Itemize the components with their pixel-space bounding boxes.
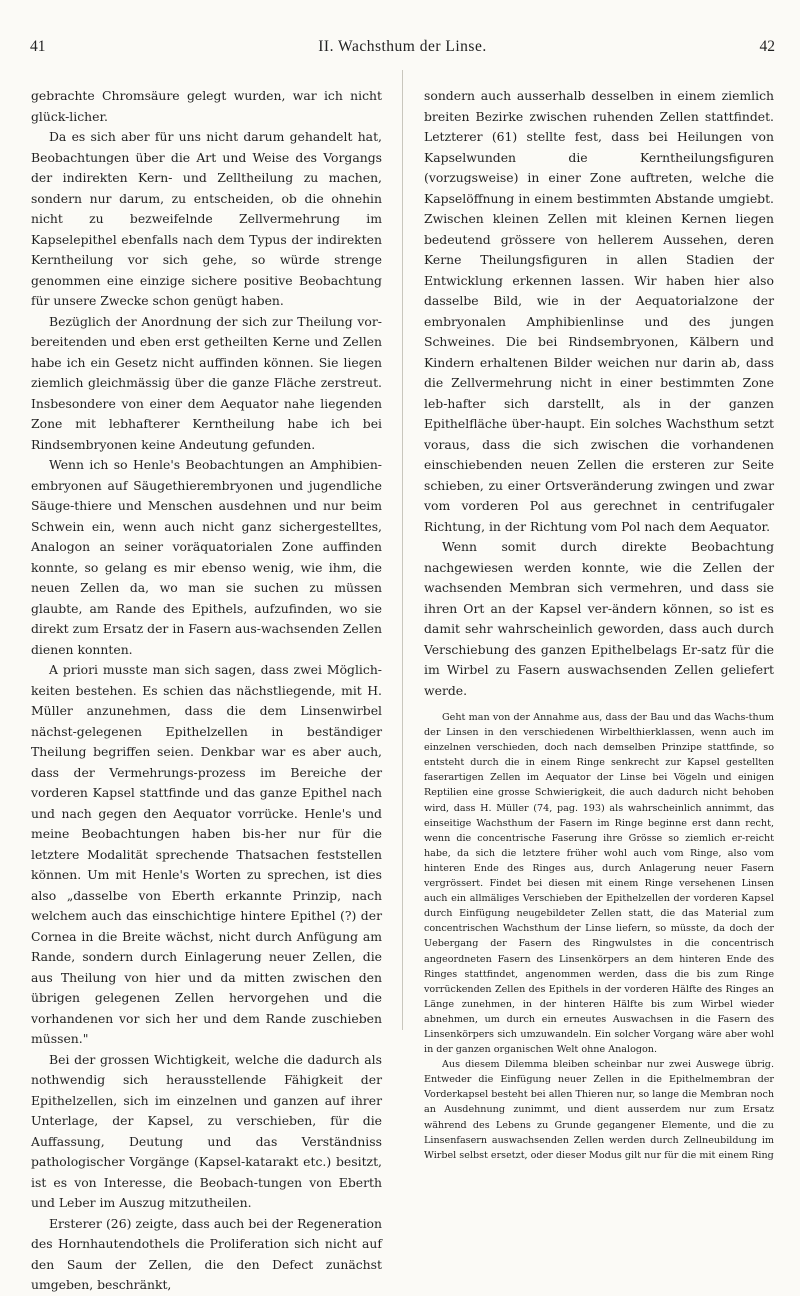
running-title: II. Wachsthum der Linse.: [318, 38, 487, 55]
left-column: [31, 86, 382, 1296]
paragraph: Wenn ich so Henle's Beobachtungen an Amphibien-embryonen auf Säugethierembryonen und jugendliche Säuge-thiere und Menschen ausdehnen und nur beim Schwein ein, wenn auch nicht ganz sichergestelltes, Analogon an seiner voräquatorialen Zone auffinden konnte, so gelang es mir ebenso wenig, wie ihm, die neuen Zellen da, wo man sie suchen zu müssen glaubte, am Rande des Epithels, aufzufinden, wo sie direkt zum Ersatz der in Fasern aus-wachsenden Zellen dienen konnten.: [31, 457, 382, 657]
right-column: [424, 86, 774, 1163]
footnote-paragraph: Aus diesem Dilemma bleiben scheinbar nur zwei Auswege übrig. Entweder die Einfügung neuer Zellen in die Epithelmembran der Vorderkapsel besteht bei allen Thieren nur, so lange die Membran noch an Ausdehnung zunimmt, und dient ausserdem nur zum Ersatz während des Lebens zu Grunde gegangener Elemente, und die zu Linsenfasern auswachsenden Zellen werden durch Zellneubildung im Wirbel selbst ersetzt, oder dieser Modus gilt nur für die mit einem Ring: [424, 1059, 774, 1161]
page-number-right: 42: [759, 38, 775, 55]
page-header: [30, 38, 775, 62]
paragraph: Ersterer (26) zeigte, dass auch bei der Regeneration des Hornhautendothels die Proliferation sich nicht auf den Saum der Zellen, die den Defect zunächst umgeben, beschränkt,: [31, 1215, 382, 1292]
paragraph: Da es sich aber für uns nicht darum gehandelt hat, Beobachtungen über die Art und Weise des Vorgangs der indirekten Kern- und Zelltheilung zu machen, sondern nur darum, zu entscheiden, ob die ohnehin nicht zu bezweifelnde Zellvermehrung im Kapselepithel ebenfalls nach dem Typus der indirekten Kerntheilung vor sich gehe, so würde strenge genommen eine einzige sichere positive Beobachtung für unsere Zwecke schon genügt haben.: [31, 129, 382, 308]
paragraph: gebrachte Chromsäure gelegt wurden, war ich nicht glück-licher.: [31, 88, 382, 124]
paragraph: Bei der grossen Wichtigkeit, welche die dadurch als nothwendig sich herausstellende Fähigkeit der Epithelzellen, sich im einzelnen und ganzen auf ihrer Unterlage, der Kapsel, zu verschieben, für die Auffassung, Deutung und das Verständniss pathologischer Vorgänge (Kapsel-katarakt etc.) besitzt, ist es von Interesse, die Beobach-tungen von Eberth und Leber im Auszug mitzutheilen.: [31, 1051, 382, 1210]
footnote-paragraph: Geht man von der Annahme aus, dass der Bau und das Wachs-thum der Linsen in den verschiedenen Wirbelthierklassen, wenn auch im einzelnen verschieden, doch nach demselben Prinzipe stattfinde, so entsteht durch die in einem Ringe senkrecht zur Kapsel gestellten faserartigen Zellen im Aequator der Linse bei Vögeln und einigen Reptilien eine grosse Schwierigkeit, die auch dadurch nicht behoben wird, dass H. Müller (74, pag. 193) als wahrscheinlich annimmt, das einseitige Wachsthum der Fasern im Ringe beginne erst dann recht, wenn die concentrische Faserung ihre Grösse so ziemlich er-reicht habe, da sich die letztere früher wohl auch vom Ringe, also vom hinteren Ende des Ringes aus, durch Anlagerung neuer Fasern vergrössert. Findet bei diesen mit einem Ringe versehenen Linsen auch ein allmäliges Verschieben der Epithelzellen der vorderen Kapsel durch Einfügung neugebildeter Zellen statt, die das Material zum concentrischen Wachsthum der Linse liefern, so müsste, da doch der Uebergang der Fasern des Ringwulstes in die concentrisch angeordneten Fasern des Linsenkörpers an dem hinteren Ende des Ringes stattfindet, angenommen werden, dass die bis zum Ringe vorrückenden Zellen des Epithels in der vorderen Hälfte des Ringes an Länge zunehmen, in der hinteren Hälfte bis zum Wirbel wieder abnehmen, um durch ein erneutes Auswachsen in die Fasern des Linsenkörpers sich umzuwandeln. Ein solcher Vorgang wäre aber wohl in der ganzen organischen Welt ohne Analogon.: [424, 712, 774, 1056]
paragraph: sondern auch ausserhalb desselben in einem ziemlich breiten Bezirke zwischen ruhenden Zellen stattfindet. Letzterer (61) stellte fest, dass bei Heilungen von Kapselwunden die Kerntheilungsfiguren (vorzugsweise) in einer Zone auftreten, welche die Kapselöffnung in einem bestimmten Abstande umgiebt. Zwischen kleinen Zellen mit kleinen Kernen liegen bedeutend grössere von hellerem Aussehen, deren Kerne Theilungsfiguren in allen Stadien der Entwicklung erkennen lassen. Wir haben hier also dasselbe Bild, wie in der Aequatorialzone der embryonalen Amphibienlinse und des jungen Schweines. Die bei Rindsembryonen, Kälbern und Kindern erhaltenen Bilder weichen nur darin ab, dass die Zellvermehrung nicht in einer bestimmten Zone leb-hafter sich darstellt, als in der ganzen Epithelfläche über-haupt. Ein solches Wachsthum setzt voraus, dass die sich zwischen die vorhandenen einschiebenden neuen Zellen die ersteren zur Seite schieben, zu einer Ortsveränderung zwingen und zwar vom vorderen Pol aus gerechnet in centrifugaler Richtung, in der Richtung vom Pol nach dem Aequator.: [424, 88, 774, 534]
paragraph: Wenn somit durch direkte Beobachtung nachgewiesen werden konnte, wie die Zellen der wachsenden Membran sich vermehren, und dass sie ihren Ort an der Kapsel ver-ändern können, so ist es damit sehr wahrscheinlich geworden, dass auch durch Verschiebung des ganzen Epithelbelags Er-satz für die im Wirbel zu Fasern auswachsenden Zellen geliefert werde.: [424, 539, 774, 698]
column-divider: [402, 70, 403, 1030]
paragraph: Bezüglich der Anordnung der sich zur Theilung vor-bereitenden und eben erst getheilten Kerne und Zellen habe ich ein Gesetz nicht auffinden können. Sie liegen ziemlich gleichmässig über die ganze Fläche zerstreut. Insbesondere von einer dem Aequator nahe liegenden Zone mit lebhafterer Kerntheilung habe ich bei Rindsembryonen keine Andeutung gefunden.: [31, 313, 382, 452]
paragraph: A priori musste man sich sagen, dass zwei Möglich-keiten bestehen. Es schien das nächstliegende, mit H. Müller anzunehmen, dass die dem Linsenwirbel nächst-gelegenen Epithelzellen in beständiger Theilung begriffen seien. Denkbar war es aber auch, dass der Vermehrungs-prozess im Bereiche der vorderen Kapsel stattfinde und das ganze Epithel nach und nach gegen den Aequator vorrücke. Henle's und meine Beobachtungen haben bis-her nur für die letztere Modalität sprechende Thatsachen feststellen können. Um mit Henle's Worten zu sprechen, ist dies also „dasselbe von Eberth erkannte Prinzip, nach welchem auch das einschichtige hintere Epithel (?) der Cornea in die Breite wächst, nicht durch Anfügung am Rande, sondern durch Einlagerung neuer Zellen, die aus Theilung von hier und da mitten zwischen den übrigen gelegenen Zellen hervorgehen und die vorhandenen vor sich her und dem Rande zuschieben müssen.": [31, 662, 382, 1046]
page-number-left: 41: [30, 38, 46, 55]
